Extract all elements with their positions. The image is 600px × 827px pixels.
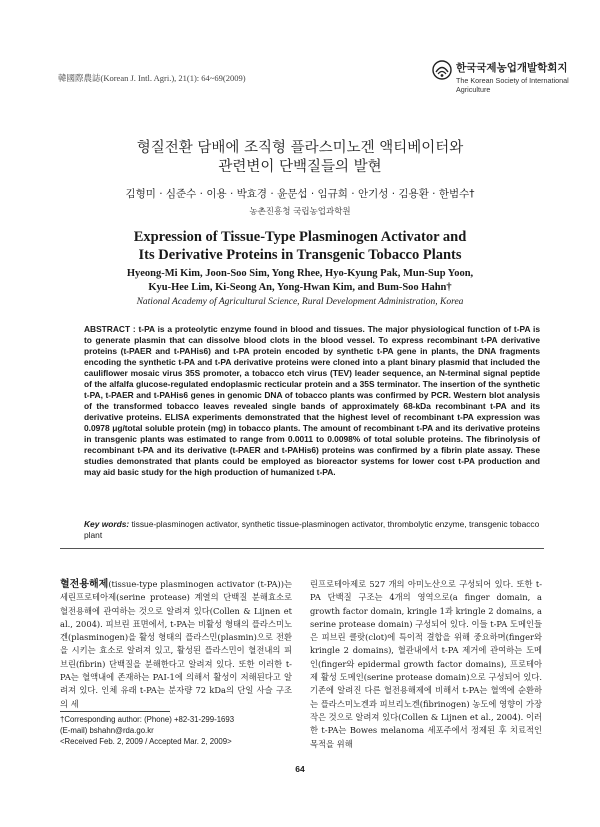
society-name-en: The Korean Society of International Agriculture — [456, 76, 569, 94]
society-logo-icon — [432, 60, 452, 80]
society-name-kr: 한국국제농업개발학회지 — [456, 62, 568, 74]
korean-title-line-1: 형질전환 담배에 조직형 플라스미노겐 액티베이터와 — [136, 140, 464, 156]
keywords-label: Key words: — [84, 519, 130, 529]
abstract — [84, 324, 540, 478]
body-lead-term: 혈전용해제 — [60, 579, 109, 590]
english-authors-line-2: Kyu-Hee Lim, Ki-Seong An, Yong-Hwan Kim, and Bum-Soo Hahn† — [148, 282, 452, 293]
received-accepted-dates: <Received Feb. 2, 2009 / Accepted Mar. 2, 2009> — [60, 737, 232, 746]
korean-authors: 김형미 · 심준수 · 이용 · 박효경 · 윤문섭 · 임규희 · 안기성 · 김용환 · 한범수† — [125, 188, 475, 200]
society-block — [432, 58, 582, 102]
page-number: 64 — [295, 764, 305, 774]
english-affiliation: National Academy of Agricultural Science, Rural Development Administration, Korea — [136, 297, 464, 307]
footnote — [60, 714, 292, 747]
author-email: (E-mail) bshahn@rda.go.kr — [60, 726, 154, 735]
korean-affiliation: 농촌진흥청 국립농업과학원 — [249, 207, 351, 217]
journal-citation: 韓國際農誌(Korean J. Intl. Agri.), 21(1): 64~69(2009) — [58, 73, 246, 83]
keywords — [84, 519, 540, 541]
body-right-text: 린프로테아제로 527 개의 아미노산으로 구성되어 있다. 또한 t-PA 단백질 구조는 4개의 영역으로(a finger domain, a growth factor domain, kringle 1과 kringle 2 domains, a serine protease domain) 구성되어 있다. 이들 t-PA 도메인들은 피브린 클랏(clot)에 특이적 결합을 위해 중요하며(finger와 kringle 2 domains), 혈관내에서 t-PA 제거에 관여하는 도메인(finger와 epidermal growth factor domains), 프로테아제 활성 도메인(serine protease domain)으로 구성되어 있다. 기존에 알려진 다른 혈전용해제에 비해서 t-PA는 혈액에 순환하는 플라스미노겐과 피브리노겐(fibrinogen) 농도에 영향이 가장 작은 것으로 알려져 있다(Collen & Lijnen et al., 2004). 이러한 t-PA는 Bowes melanoma 세포주에서 정제된 후 치료적인 목적을 위해 — [310, 579, 542, 749]
korean-title-line-2: 관련변이 단백질들의 발현 — [218, 159, 382, 175]
keywords-text: tissue-plasminogen activator, synthetic tissue-plasminogen activator, thrombolytic enzyme, transgenic tobacco plant — [84, 519, 540, 540]
abstract-label: ABSTRACT : — [84, 324, 136, 334]
body-left-text: (tissue-type plasminogen activator (t-PA))는 세린프로테아제(serine protease) 계열의 단백질 분해효소로 혈전용해에 관여하는 것으로 알려져 있다(Collen & Lijnen et al., 2004). 피브린 표면에서, t-PA는 비활성 형태의 플라스미노겐(plasminogen)을 활성 형태의 플라스민(plasmin)으로 전환을 시키는 효소로 알려져 있고, 활성된 플라스민이 혈전내의 피브린(fibrin) 단백질을 분해한다고 알려져 있다. 또한 이러한 t-PA는 혈액내에 존재하는 PAI-1에 의해서 활성이 저해된다고 알려져 있다. 인체 유래 t-PA는 분자량 72 kDa의 단일 사슬 구조의 세 — [60, 579, 292, 709]
section-divider — [60, 548, 544, 549]
footnote-divider — [60, 711, 170, 712]
body-column-left — [60, 578, 292, 711]
corresponding-author: †Corresponding author: (Phone) +82-31-299-1693 — [60, 715, 235, 724]
abstract-text: t-PA is a proteolytic enzyme found in blood and tissues. The major physiological function of t-PA is to generate plasmin that can dissolve blood clots in the blood vessel. To express recombinant t-PA derivative proteins (t-PAER and t-PAHis6) and t-PA protein encoded by synthetic t-PA gene in plants, the DNA fragments encoding the synthetic t-PA and t-PA derivative proteins were cloned into a plant binary plasmid that included the cauliflower mosaic virus 35S promoter, a tobacco etch virus (TEV) leader sequence, an N-terminal signal peptide of the alfalfa glucose-regulated endoplasmic recticular protein and a 35S terminator. The insertion of the synthetic t-PA, t-PAER and t-PAHis6 genes in genomic DNA of tobacco plants was confirmed by PCR. Western blot analysis of the transformed tobacco leaves revealed single bands of approximately 68-kDa recombinant t-PA and its derivative proteins. ELISA experiments demonstrated that the highest level of recombinant t-PA expression was 0.0978 μg/total soluble protein (mg) in tobacco plants. The amount of recombinant t-PA and its derivative proteins in transgenic plants was estimated to range from 0.0011 to 0.0098% of total soluble proteins. The fibrinolysis of recombinant t-PA and its derivative (t-PAER and t-PAHis6) proteins was confirmed by a fibrin plate assay. These studies demonstrated that plants could be employed as bioreactor systems for lower cost t-PA production and may aid basic study for the high production of humanized t-PA. — [84, 324, 541, 477]
english-title-line-2: Its Derivative Proteins in Transgenic Tobacco Plants — [138, 247, 462, 263]
body-column-right — [310, 578, 542, 751]
english-authors-line-1: Hyeong-Mi Kim, Joon-Soo Sim, Yong Rhee, Hyo-Kyung Pak, Mun-Sup Yoon, — [126, 268, 474, 279]
english-title-line-1: Expression of Tissue-Type Plasminogen Activator and — [133, 229, 467, 245]
